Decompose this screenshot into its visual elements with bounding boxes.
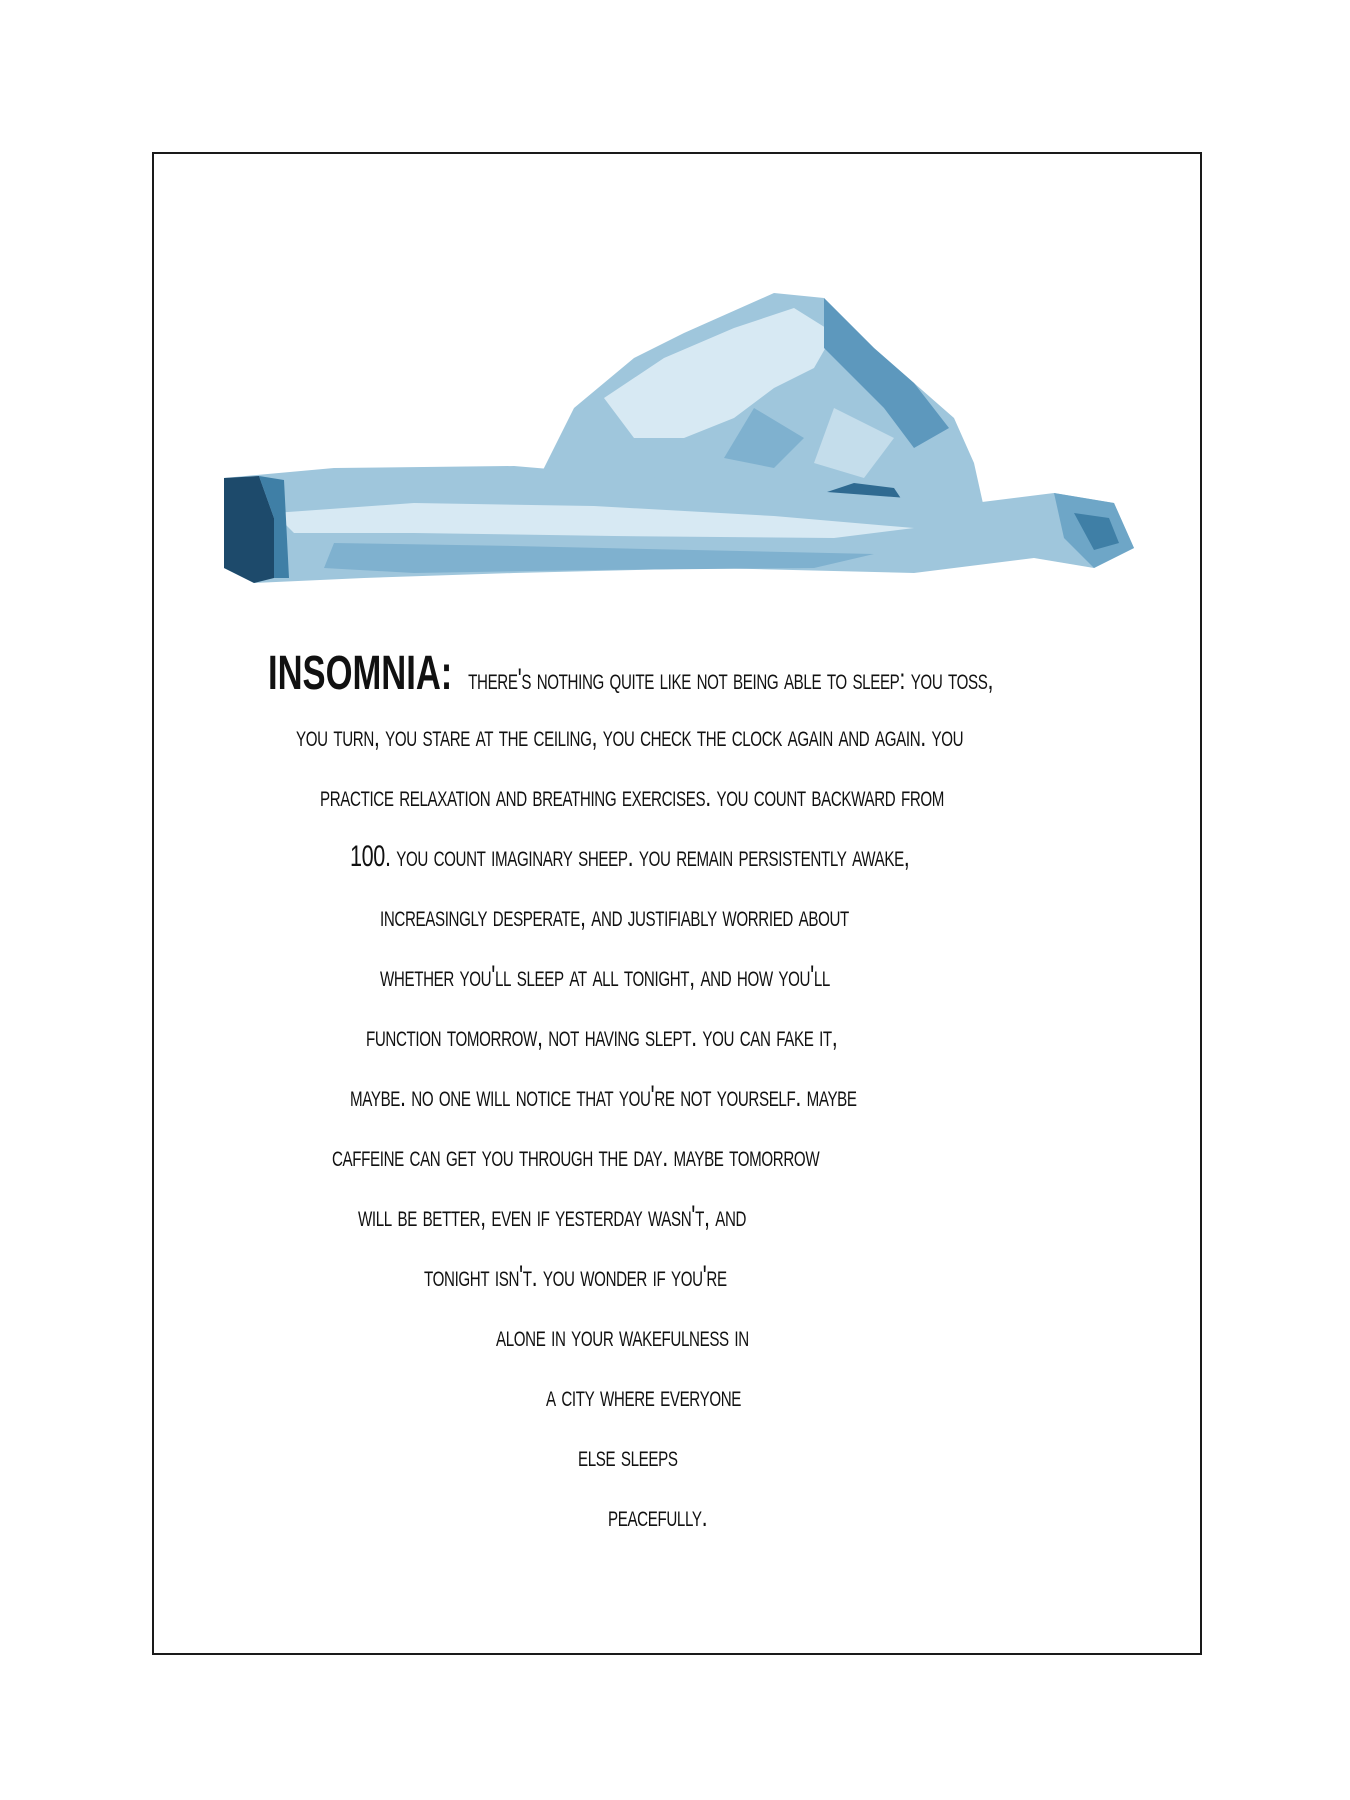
poem-line-11: tonight isn't. you wonder if you're [424, 1260, 727, 1293]
poem-line-3: practice relaxation and breathing exercises. you count backward from [320, 780, 945, 813]
poem-line-12: alone in your wakefulness in [496, 1320, 749, 1353]
poem-line-15: peacefully. [608, 1500, 708, 1533]
poem-line-1 [268, 647, 994, 700]
poem-line-4: 100. you count imaginary sheep. you remain persistently awake, [350, 840, 910, 873]
poem-line-9: caffeine can get you through the day. maybe tomorrow [332, 1140, 820, 1173]
poem-line-8: maybe. no one will notice that you're not yourself. maybe [350, 1080, 857, 1113]
poem-line-10: will be better, even if yesterday wasn't, and [358, 1200, 747, 1233]
poem-line-7: function tomorrow, not having slept. you can fake it, [366, 1020, 838, 1053]
poem-line-5: increasingly desperate, and justifiably worried about [380, 900, 849, 933]
poem-title: INSOMNIA: [268, 647, 453, 700]
poem-line-13: a city where everyone [546, 1380, 742, 1413]
poem-line-2: you turn, you stare at the ceiling, you check the clock again and again. you [296, 720, 964, 753]
poem-line-6: whether you'll sleep at all tonight, and how you'll [380, 960, 830, 993]
poem-line-1-text: there's nothing quite like not being able to sleep: you toss, [468, 663, 994, 696]
poem-line-14: else sleeps [578, 1440, 678, 1473]
